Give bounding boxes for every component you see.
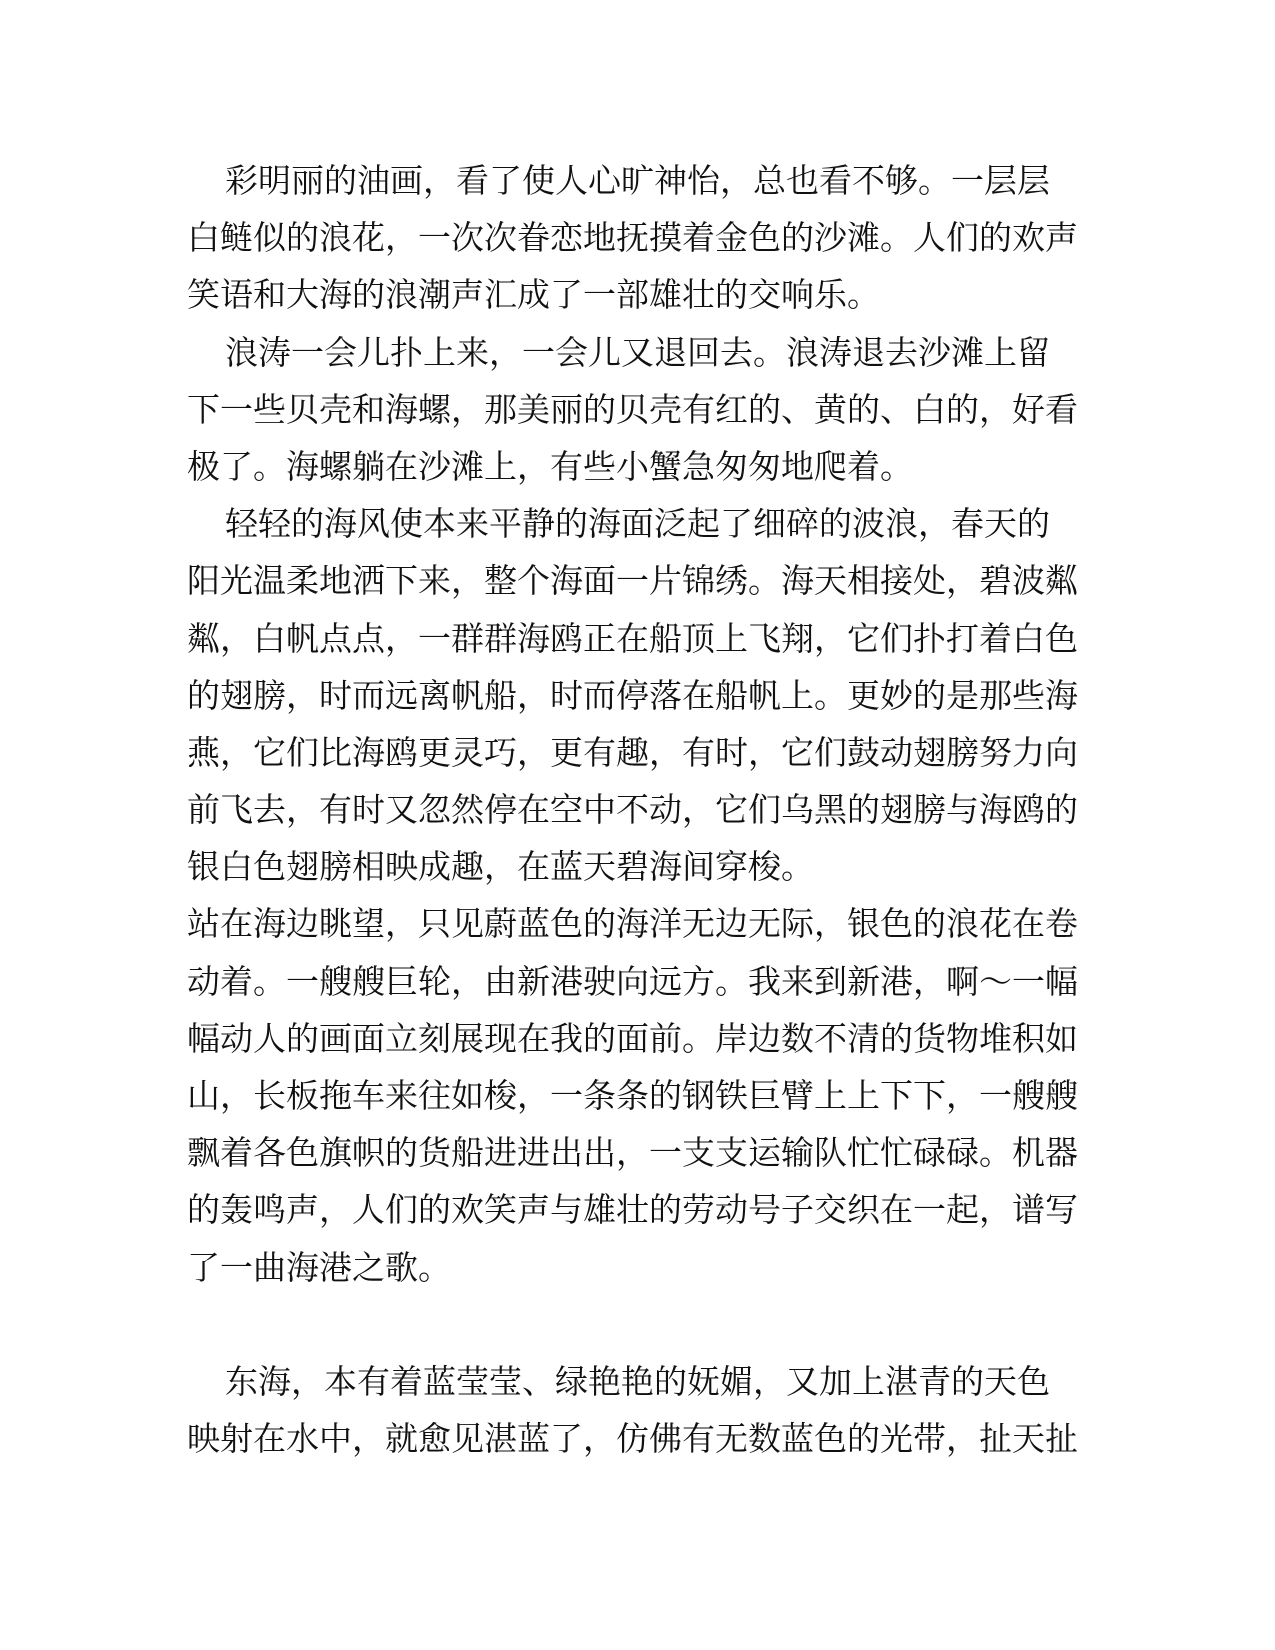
text-line: 彩明丽的油画，看了使人心旷神怡，总也看不够。一层层: [225, 161, 1050, 200]
text-line: 了一曲海港之歌。: [187, 1247, 451, 1287]
text-line: 幅动人的画面立刻展现在我的面前。岸边数不清的货物堆积如: [187, 1018, 1078, 1058]
text-line: 笑语和大海的浪潮声汇成了一部雄壮的交响乐。: [187, 275, 880, 315]
text-line: 东海，本有着蓝莹莹、绿艳艳的妩媚，又加上湛青的天色: [225, 1361, 1050, 1401]
text-line: 轻轻的海风使本来平静的海面泛起了细碎的波浪，春天的: [225, 504, 1050, 544]
body-text: [187, 152, 1087, 1467]
text-line: 燕，它们比海鸥更灵巧，更有趣，有时，它们鼓动翅膀努力向: [187, 732, 1078, 772]
text-line: 下一些贝壳和海螺，那美丽的贝壳有红的、黄的、白的，好看: [187, 389, 1078, 429]
text-line: 粼，白帆点点，一群群海鸥正在船顶上飞翔，它们扑打着白色: [187, 618, 1078, 658]
blank-line: [187, 1296, 1087, 1353]
text-line: 极了。海螺躺在沙滩上，有些小蟹急匆匆地爬着。: [187, 446, 913, 486]
text-line: 白鲢似的浪花，一次次眷恋地抚摸着金色的沙滩。人们的欢声: [187, 218, 1078, 258]
text-line: 的轰鸣声，人们的欢笑声与雄壮的劳动号子交织在一起，谱写: [187, 1190, 1078, 1230]
text-line: 的翅膀，时而远离帆船，时而停落在船帆上。更妙的是那些海: [187, 675, 1078, 715]
text-line: 站在海边眺望，只见蔚蓝色的海洋无边无际，银色的浪花在卷: [187, 904, 1078, 944]
text-line: 阳光温柔地洒下来，整个海面一片锦绣。海天相接处，碧波粼: [187, 561, 1078, 601]
text-line: 动着。一艘艘巨轮，由新港驶向远方。我来到新港，啊～一幅: [187, 961, 1078, 1001]
text-line: 银白色翅膀相映成趣，在蓝天碧海间穿梭。: [187, 847, 814, 887]
text-line: 浪涛一会儿扑上来，一会儿又退回去。浪涛退去沙滩上留: [225, 332, 1050, 372]
text-line: 前飞去，有时又忽然停在空中不动，它们乌黑的翅膀与海鸥的: [187, 790, 1078, 830]
text-line: 山，长板拖车来往如梭，一条条的钢铁巨臂上上下下，一艘艘: [187, 1076, 1078, 1115]
text-line: 映射在水中，就愈见湛蓝了，仿佛有无数蓝色的光带，扯天扯: [187, 1419, 1078, 1459]
text-line: 飘着各色旗帜的货船进进出出，一支支运输队忙忙碌碌。机器: [187, 1133, 1078, 1173]
